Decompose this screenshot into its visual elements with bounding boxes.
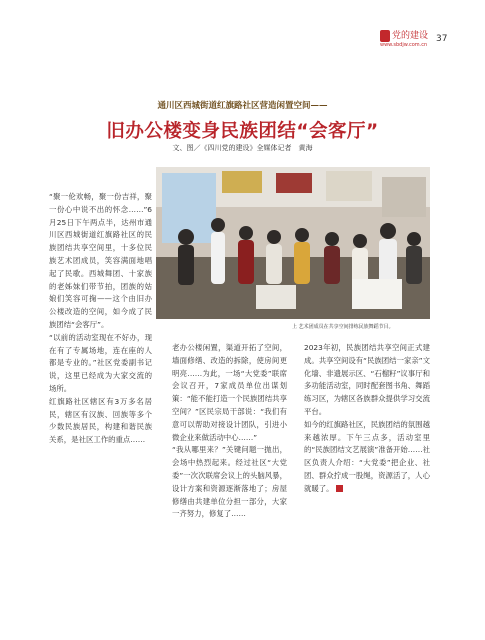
article-headline: 旧办公楼变身民族团结“会客厅” <box>106 121 379 142</box>
column-1-paragraph: 红旗路社区辖区有3万多名居民，辖区有汉族、回族等多个少数民族居民，构建和谐民族关系，是社区工作的重点…… <box>49 396 152 445</box>
column-3-paragraph-text: 如今的红旗路社区，民族团结的氛围越来越浓厚。下午三点多，活动室里的“民族团结文艺展演”准备开始……社区负责人介绍：“大党委”把企业、社团、群众拧成一股绳，资源活了，人心就暖了。 <box>304 419 430 493</box>
logo-url[interactable]: www.sbdjw.com.cn <box>380 42 428 48</box>
column-2-paragraph: 老办公楼闲置，渠道开拓了空间，墙面修缮、改造的拆除，使房间更明亮……为此，一场“大党委”联席会议召开，7家成员单位出谋划策：“能不能打造一个民族团结共享空间？”区民宗局干部说：“我们有意可以帮助对接设计团队，引进小微企业来做活动中心……” <box>172 343 287 442</box>
column-3-paragraph: 2023年初，民族团结共享空间正式建成。共享空间设有“民族团结一家亲”文化墙、非遗展示区、“石榴籽”议事厅和多功能活动室，同时配套图书角、舞蹈练习区，为辖区各族群众提供学习交流平台。 <box>304 343 430 416</box>
article-photo <box>156 167 430 319</box>
photo-caption: 上 艺术团成员在共享空间排练民族舞蹈节目。 <box>292 324 394 330</box>
column-1 <box>49 191 152 447</box>
column-3-paragraph <box>304 419 430 496</box>
end-mark-icon <box>336 485 343 492</box>
column-2 <box>172 342 287 521</box>
magazine-logo <box>380 28 432 52</box>
column-3 <box>304 342 430 496</box>
column-2-paragraph: “我从哪里来？”关键问题一抛出，会场中热烈起来。经过社区“大党委”一次次联席会议上的头脑风暴，设计方案和资源逐渐落地了；房屋修缮由共建单位分担一部分，大家一齐努力，修复了…… <box>172 445 287 519</box>
column-1-paragraph: “以前的活动室现在不好办，现在有了专属场地，连在座的人都是专业的。”社区党委副书记说，这里已经成为大家交流的场所。 <box>49 332 152 393</box>
logo-text: 党的建设 <box>392 31 429 41</box>
photo-illustration <box>156 167 430 319</box>
party-emblem-icon <box>380 30 390 42</box>
article-kicker: 通川区西城街道红旗路社区营造闲置空间—— <box>157 101 328 111</box>
column-1-paragraph: “聚一伦欢畅，聚一份吉祥，聚一份心中说不出的怀念……”6月25日下午两点半，达州市通川区西城街道红旗路社区的民族团结共享空间里，十多位民族艺术团成员，笑容满面地唱起了民歌。西城舞团、十家族的老姊妹们带节拍，团族的姑娘们笑容可掬——这个由旧办公楼改造的空间，如今成了民族团结“会客厅”。 <box>49 192 152 329</box>
page-number: 37 <box>436 34 448 44</box>
article-byline: 文、图／《四川党的建设》全媒体记者 黄海 <box>172 144 313 152</box>
